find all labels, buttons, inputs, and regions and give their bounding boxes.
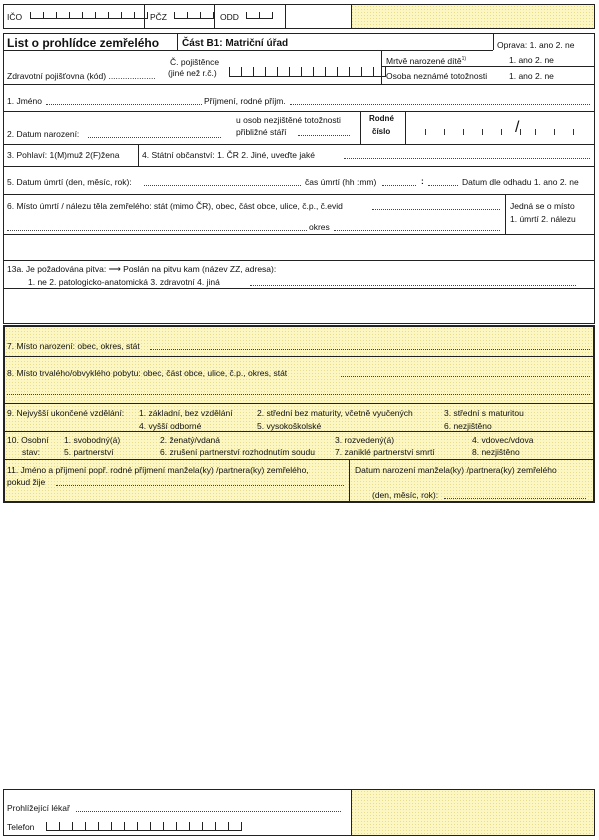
education-option-4[interactable]: 4. vyšší odborné bbox=[139, 421, 202, 431]
birth-number-label-1: Rodné bbox=[369, 114, 394, 123]
birth-place-input[interactable] bbox=[150, 349, 590, 350]
birth-number-label-2: číslo bbox=[372, 127, 391, 136]
header-yellow-area bbox=[351, 5, 594, 28]
spouse-birth-label-1: Datum narození manžela(ky) /partnera(ky) zemřelého bbox=[355, 465, 557, 475]
marital-option-8[interactable]: 8. nezjištěno bbox=[472, 447, 520, 457]
insurance-company-label: Zdravotní pojišťovna (kód) .................... bbox=[7, 71, 156, 81]
birth-date-input[interactable] bbox=[88, 137, 221, 138]
footer-yellow-area bbox=[351, 790, 594, 835]
place-type-options[interactable]: 1. úmrtí 2. nálezu bbox=[510, 214, 576, 224]
form-title: List o prohlídce zemřelého bbox=[7, 36, 160, 50]
birth-place-label: 7. Místo narození: obec, okres, stát bbox=[7, 341, 140, 351]
citizenship-label: 4. Státní občanství: 1. ČR 2. Jiné, uveďte jaké bbox=[142, 150, 315, 160]
approx-age-input[interactable] bbox=[298, 135, 350, 136]
residence-input[interactable] bbox=[341, 376, 590, 377]
unknown-age-label-2: přibližné stáří bbox=[236, 127, 287, 137]
insurance-number-label-1: Č. pojištěnce bbox=[170, 57, 220, 67]
education-option-6[interactable]: 6. nezjištěno bbox=[444, 421, 492, 431]
death-date-label: 5. Datum úmrtí (den, měsíc, rok): bbox=[7, 177, 132, 187]
marital-status-label-2: stav: bbox=[22, 447, 40, 457]
district-label: okres bbox=[309, 222, 330, 232]
part-title: Část B1: Matriční úřad bbox=[182, 38, 289, 49]
death-time-label: čas úmrtí (hh :mm) bbox=[305, 177, 377, 187]
education-option-5[interactable]: 5. vysokoškolské bbox=[257, 421, 322, 431]
phone-label: Telefon bbox=[7, 822, 35, 832]
spouse-birth-label-2: (den, měsíc, rok): bbox=[372, 490, 439, 500]
odd-input[interactable] bbox=[246, 12, 273, 19]
sex-field[interactable]: 3. Pohlaví: 1(M)muž 2(F)žena bbox=[7, 150, 120, 160]
odd-label: ODD bbox=[220, 12, 239, 22]
examining-doctor-label: Prohlížející lékař bbox=[7, 803, 70, 813]
estimated-date-field[interactable]: Datum dle odhadu 1. ano 2. ne bbox=[462, 177, 579, 187]
marital-option-2[interactable]: 2. ženatý/vdaná bbox=[160, 435, 221, 445]
oprava-label: Oprava: 1. ano 2. ne bbox=[497, 40, 575, 50]
autopsy-options[interactable]: 1. ne 2. patologicko-anatomická 3. zdravotní 4. jiná bbox=[28, 277, 220, 287]
birth-number-input[interactable] bbox=[425, 129, 529, 135]
unknown-identity-options[interactable]: 1. ano 2. ne bbox=[509, 71, 554, 81]
stillborn-label: Mrtvě narozené dítě$^{1)}$ bbox=[386, 55, 467, 66]
residence-input-2[interactable] bbox=[7, 394, 590, 395]
marital-option-3[interactable]: 3. rozvedený(á) bbox=[335, 435, 395, 445]
marital-status-label-1: 10. Osobní bbox=[7, 435, 49, 445]
spouse-name-label-1: 11. Jméno a příjmení popř. rodné příjmení manžela(ky) /partnera(ky) zemřelého, bbox=[7, 465, 309, 475]
first-name-input[interactable] bbox=[46, 104, 202, 105]
unknown-identity-label: Osoba neznámé totožnosti bbox=[386, 71, 488, 81]
ico-input[interactable] bbox=[30, 12, 148, 19]
education-option-3[interactable]: 3. střední s maturitou bbox=[444, 408, 524, 418]
unknown-age-label-1: u osob nezjištěné totožnosti bbox=[236, 115, 341, 125]
birth-number-suffix-ticks bbox=[535, 129, 576, 135]
pcz-label: PČZ bbox=[150, 12, 167, 22]
autopsy-place-input[interactable] bbox=[250, 285, 576, 286]
marital-option-4[interactable]: 4. vdovec/vdova bbox=[472, 435, 534, 445]
death-place-input-1[interactable] bbox=[372, 209, 500, 210]
spouse-name-input[interactable] bbox=[56, 485, 344, 486]
marital-option-5[interactable]: 5. partnerství bbox=[64, 447, 114, 457]
death-place-label: 6. Místo úmrtí / nálezu těla zemřelého: stát (mimo ČR), obec, část obce, ulice, č.p., č.evid bbox=[7, 201, 343, 211]
stillborn-options[interactable]: 1. ano 2. ne bbox=[509, 55, 554, 65]
surname-input[interactable] bbox=[290, 104, 590, 105]
spouse-name-label-2: pokud žije bbox=[7, 477, 46, 487]
residence-label: 8. Místo trvalého/obvyklého pobytu: obec, část obce, ulice, č.p., okres, stát bbox=[7, 368, 288, 378]
citizenship-input[interactable] bbox=[344, 158, 590, 159]
pcz-input[interactable] bbox=[174, 12, 214, 19]
insurance-number-label-2: (jiné než r.č.) bbox=[168, 68, 217, 78]
first-name-label: 1. Jméno bbox=[7, 96, 42, 106]
birth-date-label: 2. Datum narození: bbox=[7, 129, 80, 139]
autopsy-label: 13a. Je požadována pitva: ⟶ Poslán na pitvu kam (název ZZ, adresa): bbox=[7, 264, 277, 274]
education-option-1[interactable]: 1. základní, bez vzdělání bbox=[139, 408, 233, 418]
insurance-number-input[interactable] bbox=[229, 67, 386, 77]
district-input[interactable] bbox=[334, 230, 500, 231]
phone-input[interactable] bbox=[46, 822, 242, 831]
death-time-colon: : bbox=[421, 176, 424, 186]
ico-label: IČO bbox=[7, 12, 23, 22]
spouse-birth-input[interactable] bbox=[444, 498, 586, 499]
death-time-hours[interactable] bbox=[382, 185, 416, 186]
education-option-2[interactable]: 2. střední bez maturity, včetně vyučených bbox=[257, 408, 413, 418]
marital-option-1[interactable]: 1. svobodný(á) bbox=[64, 435, 121, 445]
surname-label: Příjmení, rodné příjm. bbox=[204, 96, 286, 106]
death-time-minutes[interactable] bbox=[428, 185, 458, 186]
marital-option-7[interactable]: 7. zaniklé partnerství smrtí bbox=[335, 447, 435, 457]
birth-number-slash: / bbox=[515, 119, 520, 136]
place-type-label: Jedná se o místo bbox=[510, 201, 575, 211]
marital-option-6[interactable]: 6. zrušení partnerství rozhodnutím soudu bbox=[160, 447, 315, 457]
death-date-input[interactable] bbox=[144, 185, 301, 186]
education-label: 9. Nejvyšší ukončené vzdělání: bbox=[7, 408, 125, 418]
death-place-input-2[interactable] bbox=[7, 230, 307, 231]
examining-doctor-input[interactable] bbox=[76, 811, 341, 812]
